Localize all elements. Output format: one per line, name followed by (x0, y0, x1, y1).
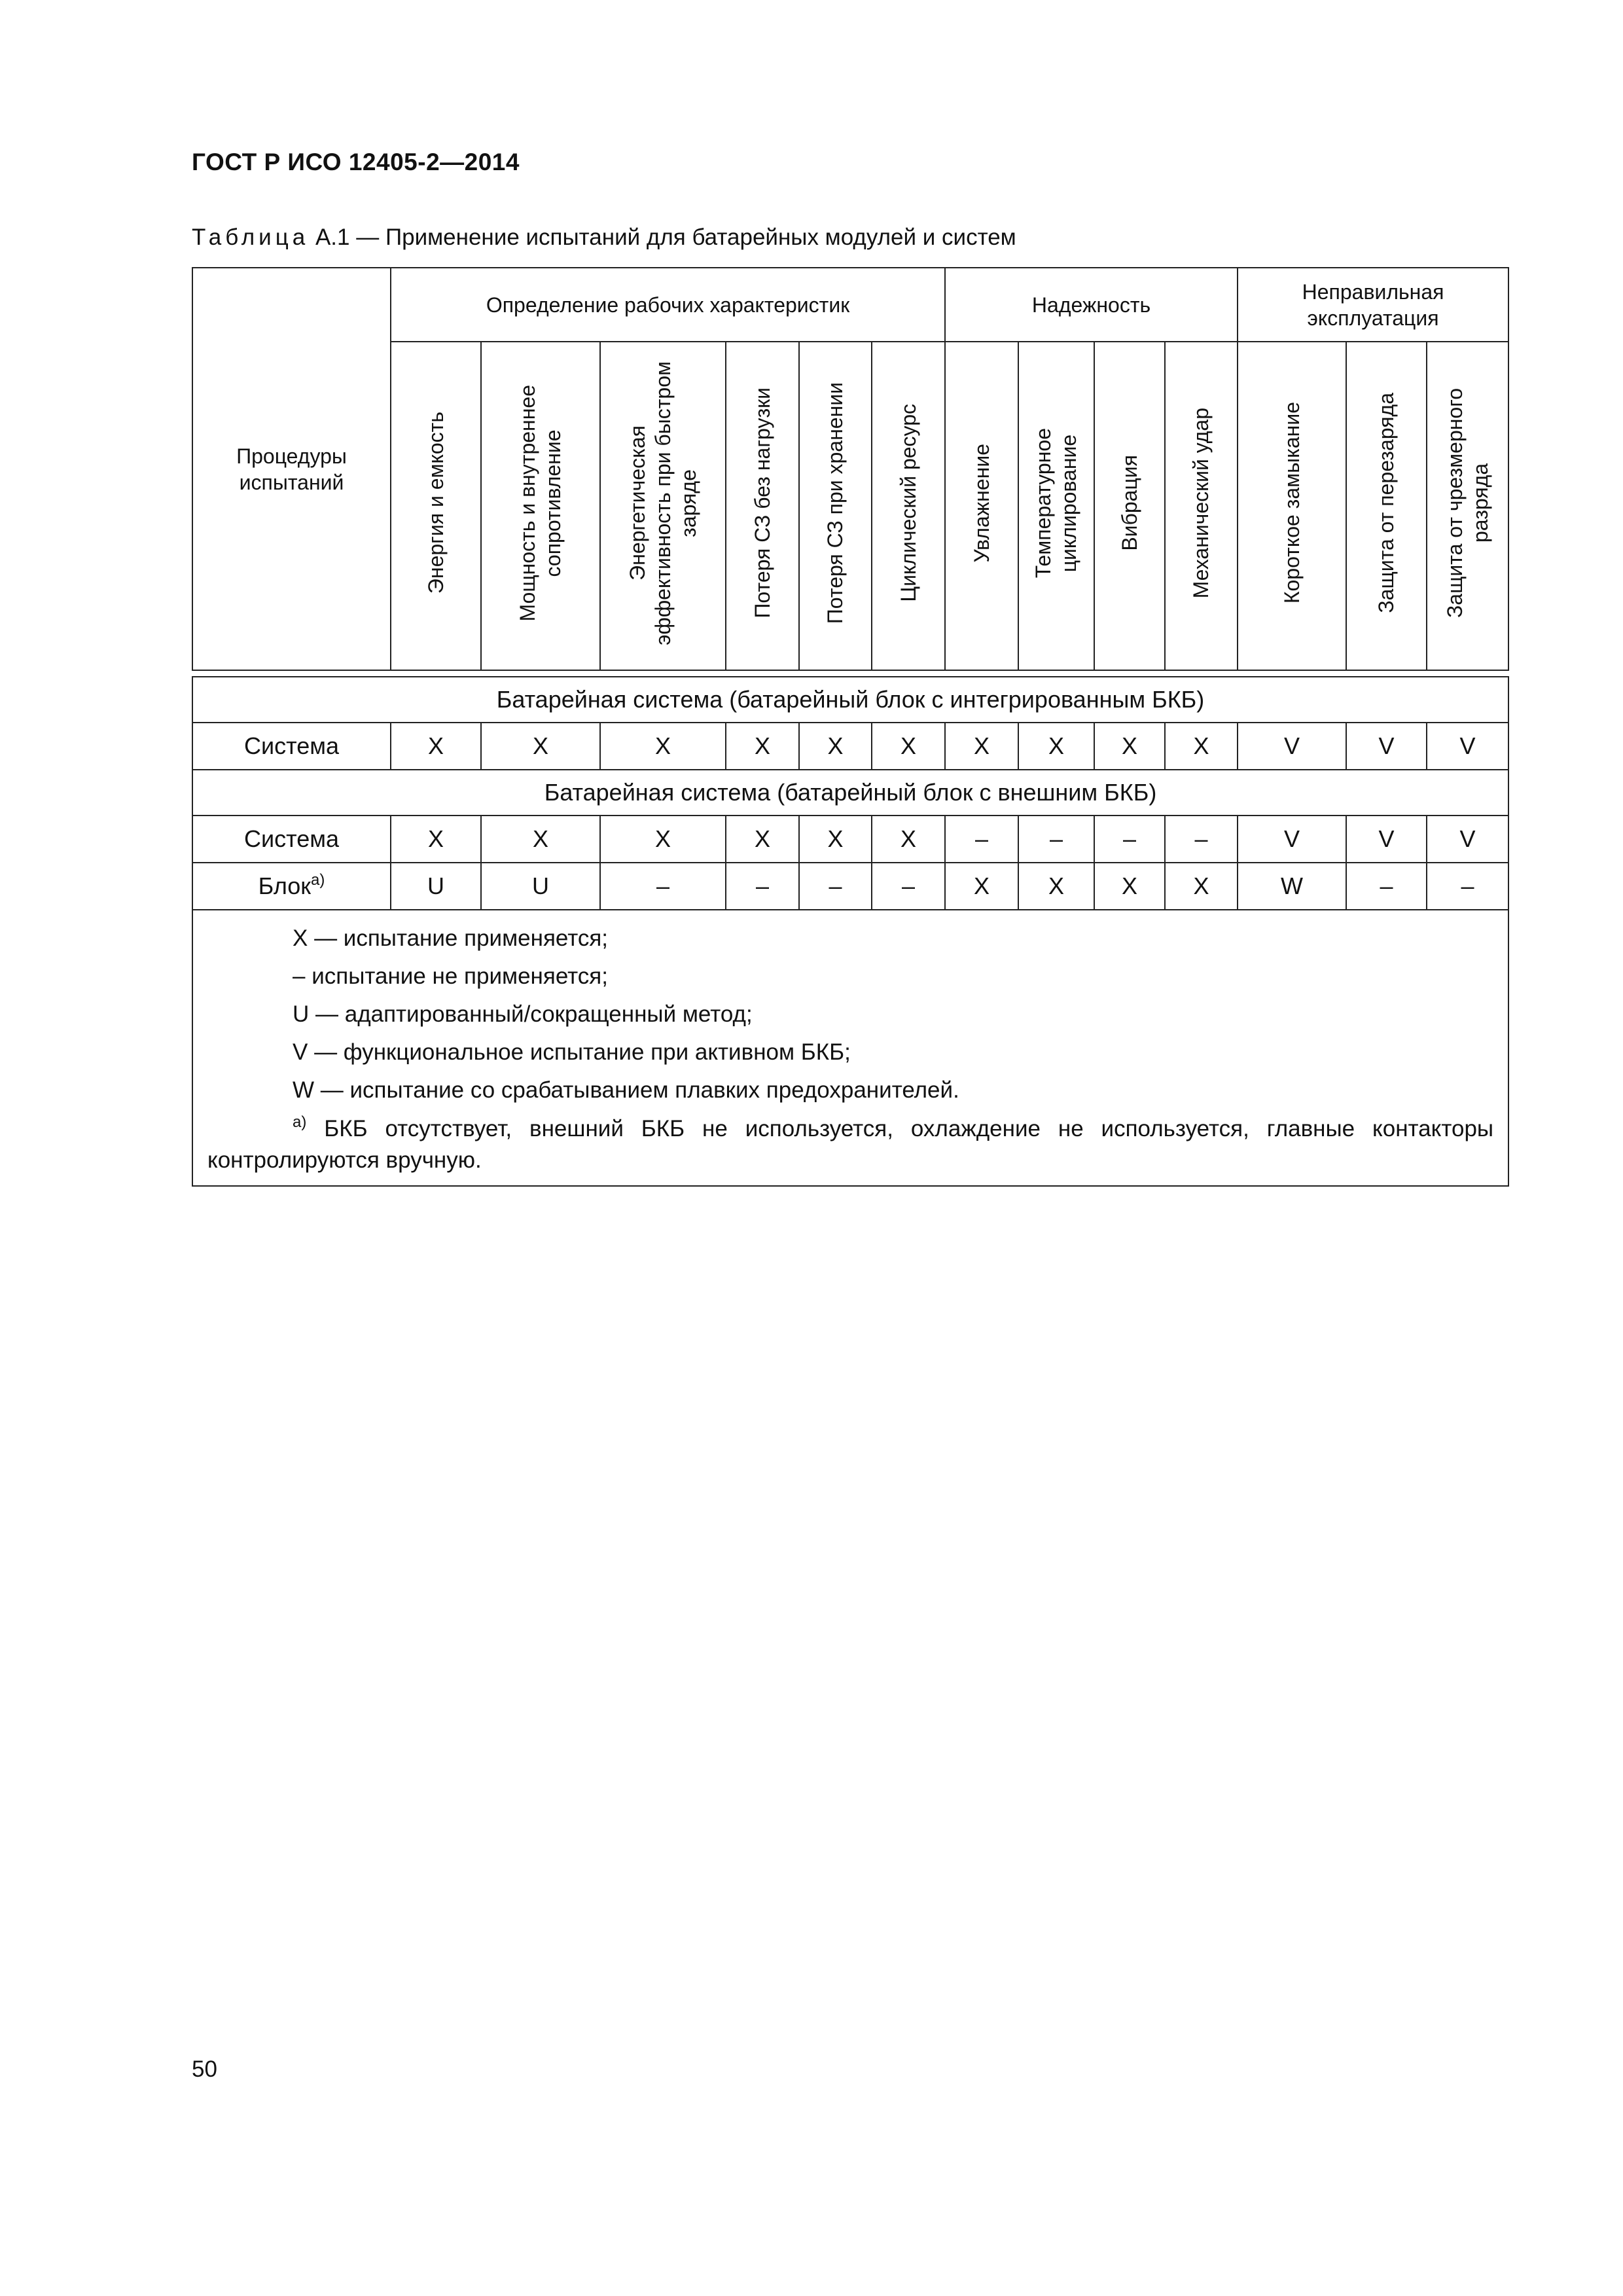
column-header: Защита от перезаряда (1346, 342, 1427, 670)
footnote-marker: a) (293, 1113, 307, 1131)
group-header-reliability: Надежность (945, 268, 1238, 342)
table-cell: V (1238, 816, 1346, 863)
footnote-text: БКБ отсутствует, внешний БКБ не используется, охлаждение не используется, главные контакторы контролируются вручную. (207, 1116, 1494, 1173)
row-label: Система (192, 816, 391, 863)
table-cell: X (799, 723, 872, 770)
column-header: Короткое замыкание (1238, 342, 1346, 670)
table-cell: – (1346, 863, 1427, 910)
column-header: Вибрация (1094, 342, 1165, 670)
legend-item: V — функциональное испытание при активном БКБ; (293, 1039, 851, 1065)
header-separator (192, 670, 1508, 677)
table-cell: X (1165, 723, 1238, 770)
column-header: Потеря СЗ при хранении (799, 342, 872, 670)
column-header: Защита от чрезмерного разряда (1427, 342, 1508, 670)
column-header: Температурное циклирование (1018, 342, 1094, 670)
column-header: Потеря СЗ без нагрузки (726, 342, 799, 670)
row-label: Блок$^{a)}$ (192, 863, 391, 910)
table-cell: V (1427, 723, 1508, 770)
table-cell: – (945, 816, 1018, 863)
table-cell: – (872, 863, 945, 910)
column-header: Циклический ресурс (872, 342, 945, 670)
group-header-abuse: Неправильная эксплуатация (1238, 268, 1508, 342)
table-cell: X (600, 723, 726, 770)
footnote (207, 1113, 1493, 1176)
column-header: Энергетическая эффективность при быстром заряде (600, 342, 726, 670)
table-cell: – (726, 863, 799, 910)
table-cell: – (1165, 816, 1238, 863)
table-cell: V (1346, 816, 1427, 863)
table-cell: V (1346, 723, 1427, 770)
table-cell: – (1018, 816, 1094, 863)
legend-item: U — адаптированный/сокращенный метод; (293, 1001, 753, 1027)
column-header: Мощность и внутреннее сопротивление (481, 342, 600, 670)
table-cell: W (1238, 863, 1346, 910)
table-cell: – (1427, 863, 1508, 910)
table-cell: X (481, 816, 600, 863)
section-title: Батарейная система (батарейный блок с внешним БКБ) (192, 770, 1508, 816)
table-cell: X (726, 723, 799, 770)
table-cell: – (600, 863, 726, 910)
table-cell: X (391, 723, 481, 770)
column-header: Энергия и емкость (391, 342, 481, 670)
table-cell: X (945, 863, 1018, 910)
table-cell: X (600, 816, 726, 863)
row-label: Система (192, 723, 391, 770)
table-cell: X (1018, 723, 1094, 770)
table-cell: X (1094, 863, 1165, 910)
legend-item: X — испытание применяется; (293, 925, 609, 951)
legend-cell (192, 910, 1508, 1186)
table-cell: U (481, 863, 600, 910)
group-header-performance: Определение рабочих характеристик (391, 268, 945, 342)
test-application-table (192, 267, 1509, 1187)
legend-item: – испытание не применяется; (293, 963, 608, 989)
procedures-header: Процедуры испытаний (192, 268, 391, 670)
table-cell: V (1238, 723, 1346, 770)
table-cell: X (872, 816, 945, 863)
section-title: Батарейная система (батарейный блок с интегрированным БКБ) (192, 677, 1508, 723)
table-cell: X (1018, 863, 1094, 910)
column-header: Механический удар (1165, 342, 1238, 670)
document-header: ГОСТ Р ИСО 12405-2—2014 (192, 149, 520, 175)
table-row (192, 863, 1508, 910)
table-cell: X (726, 816, 799, 863)
table-cell: X (872, 723, 945, 770)
table-cell: – (1094, 816, 1165, 863)
table-cell: X (799, 816, 872, 863)
page-number: 50 (192, 2056, 217, 2082)
table-row (192, 723, 1508, 770)
table-cell: X (945, 723, 1018, 770)
column-header: Увлажнение (945, 342, 1018, 670)
table-row (192, 816, 1508, 863)
footnote-marker: a) (311, 871, 325, 889)
table-cell: X (391, 816, 481, 863)
table-cell: X (1165, 863, 1238, 910)
caption-prefix: Таблица (192, 224, 310, 250)
table-cell: V (1427, 816, 1508, 863)
legend-item: W — испытание со срабатыванием плавких предохранителей. (293, 1077, 959, 1103)
caption-text: А.1 — Применение испытаний для батарейных модулей и систем (309, 224, 1016, 250)
table-cell: X (1094, 723, 1165, 770)
table-cell: U (391, 863, 481, 910)
table-cell: X (481, 723, 600, 770)
table-caption (192, 224, 1016, 251)
table-cell: – (799, 863, 872, 910)
